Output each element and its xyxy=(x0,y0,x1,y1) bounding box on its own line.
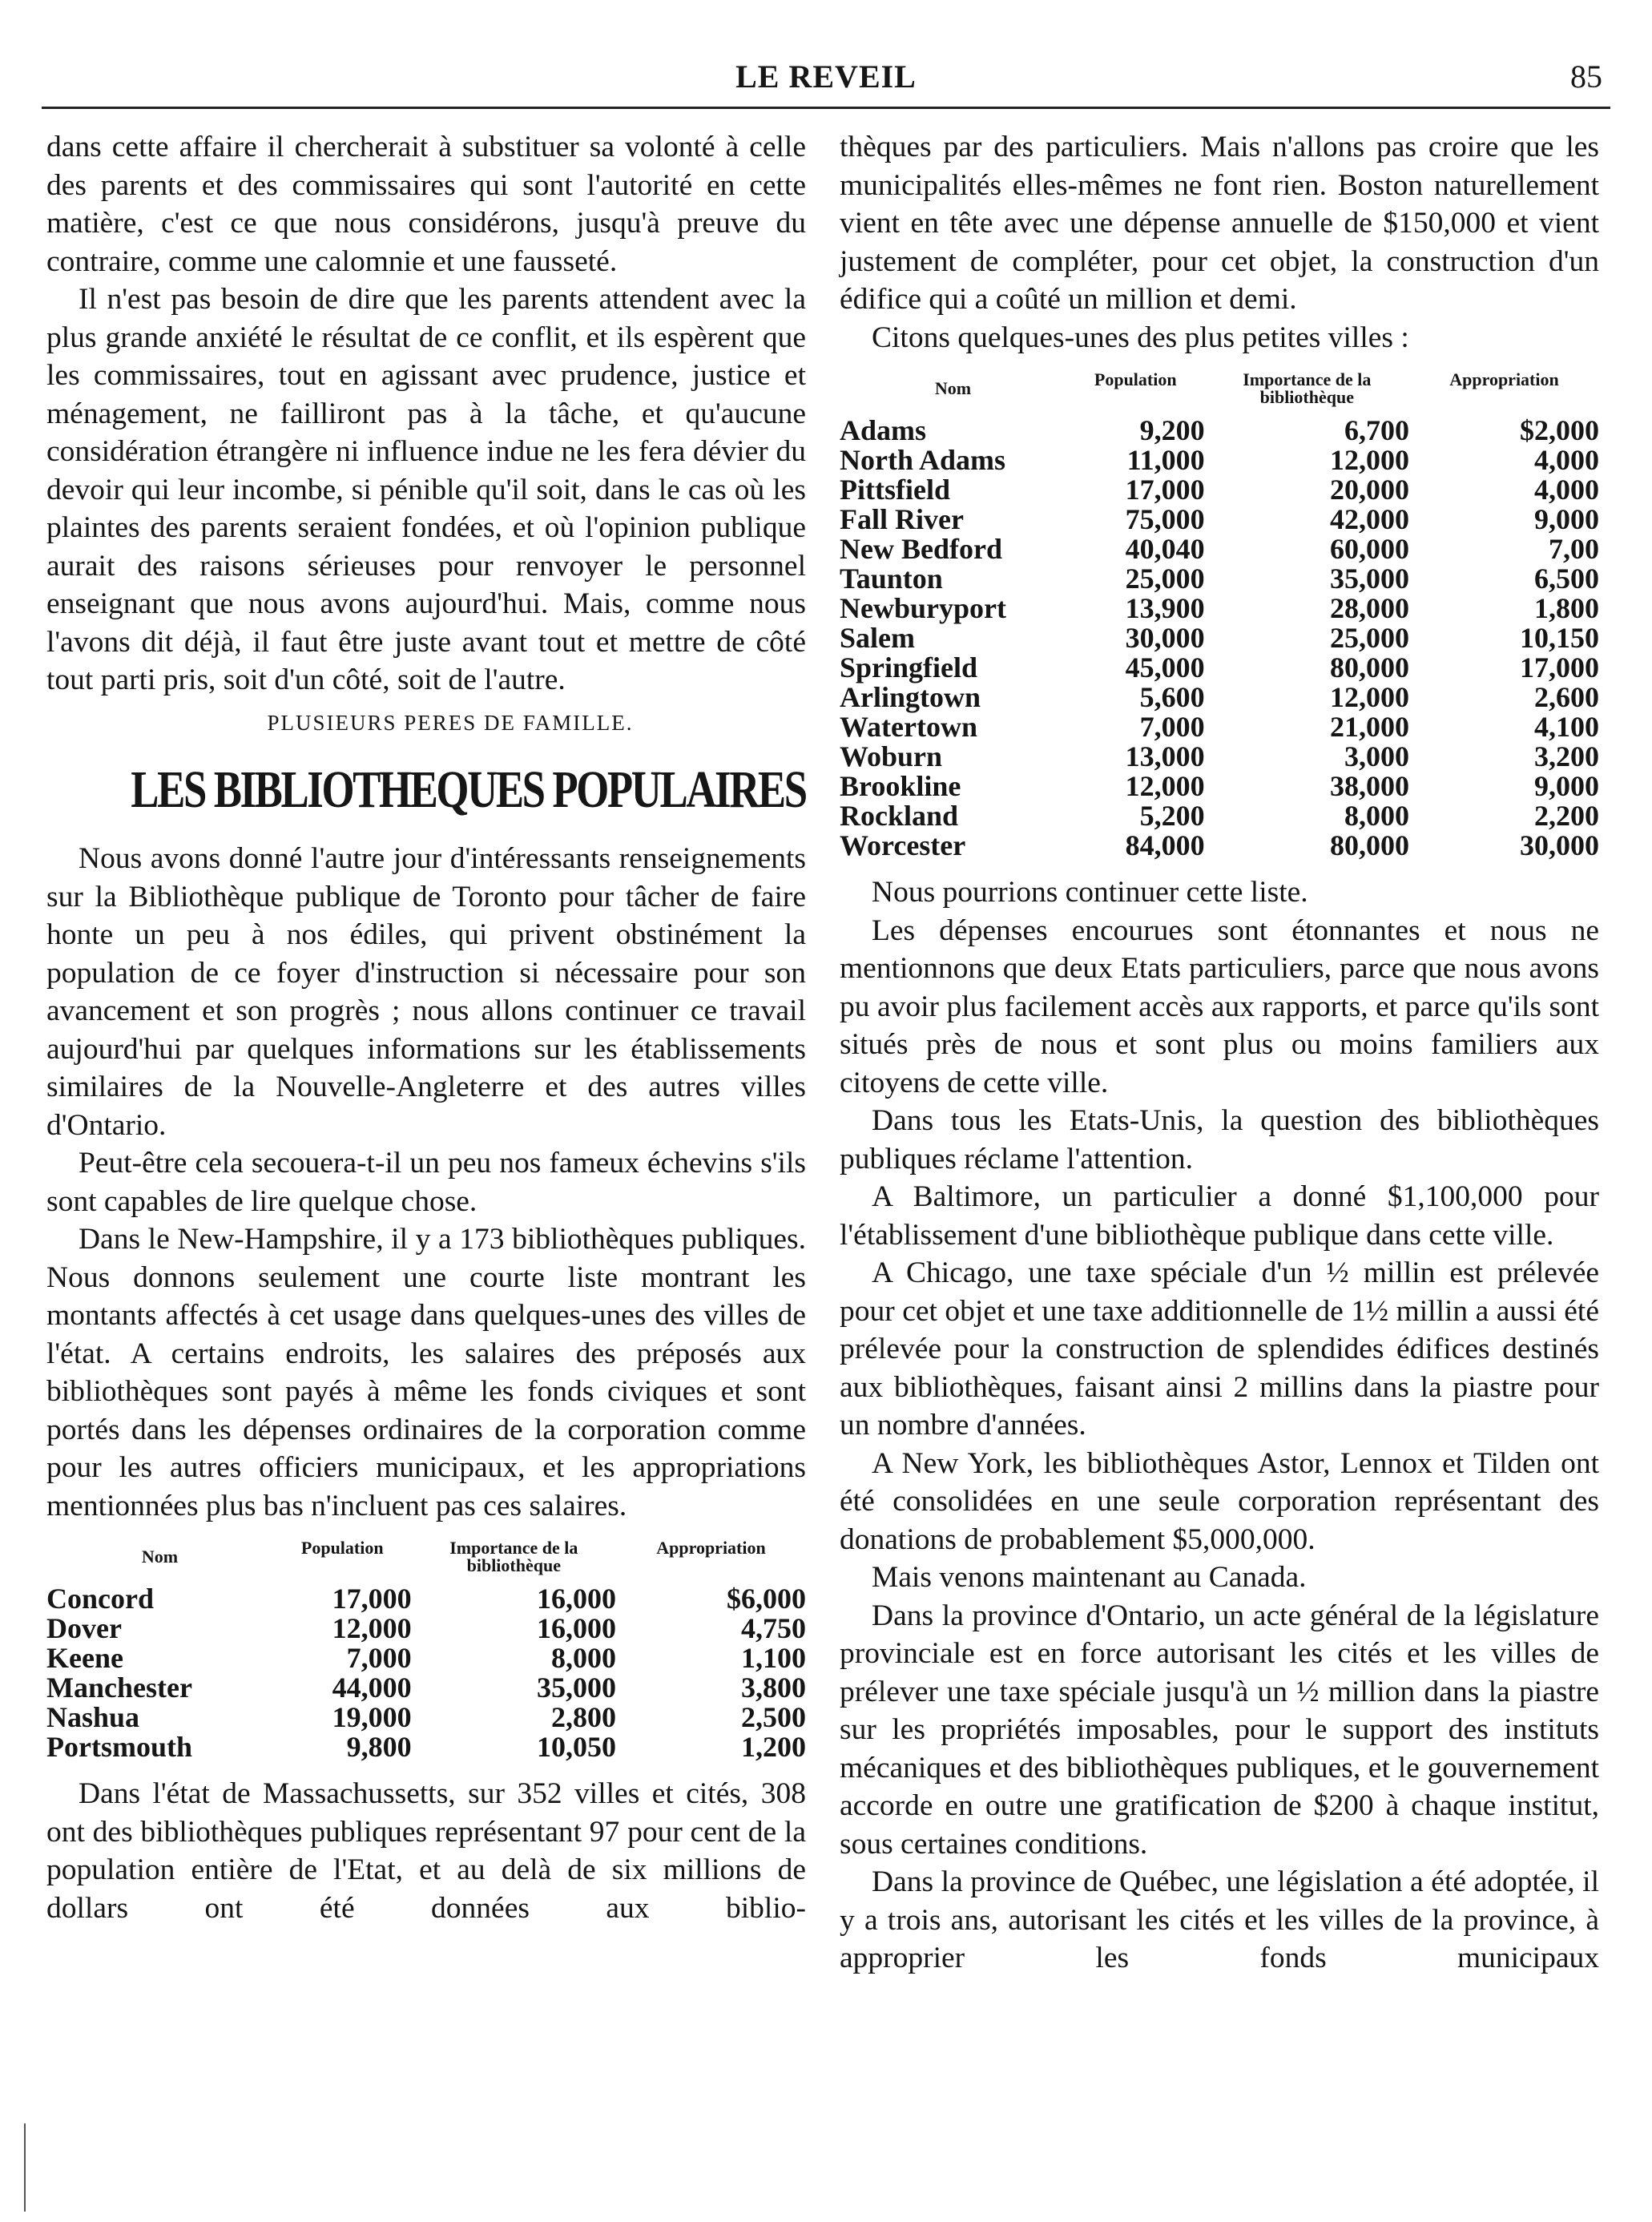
table-row xyxy=(840,564,1599,594)
library-size: 16,000 xyxy=(536,1612,616,1644)
header-rule xyxy=(42,107,1610,109)
town-name: Fall River xyxy=(840,503,964,535)
appropriation: 10,150 xyxy=(1520,622,1599,654)
town-name: Watertown xyxy=(840,711,977,743)
library-size: 16,000 xyxy=(536,1583,616,1615)
town-name: Adams xyxy=(840,414,927,446)
population: 40,040 xyxy=(1125,533,1205,565)
table-header-row xyxy=(840,371,1599,416)
appropriation: 4,750 xyxy=(741,1612,806,1644)
appropriation: 6,500 xyxy=(1534,563,1599,595)
town-name: Arlingtown xyxy=(840,681,981,713)
library-size: 12,000 xyxy=(1329,681,1409,713)
signature: PLUSIEURS PERES DE FAMILLE. xyxy=(267,710,634,735)
margin-mark xyxy=(24,2123,26,2212)
library-size: 25,000 xyxy=(1329,622,1409,654)
population: 7,000 xyxy=(346,1642,412,1674)
table-row xyxy=(46,1643,806,1673)
town-name: Springfield xyxy=(840,651,978,684)
table-row xyxy=(46,1673,806,1703)
table-row xyxy=(840,831,1599,861)
appropriation: 1,200 xyxy=(741,1731,806,1763)
library-size: 35,000 xyxy=(1329,563,1409,595)
population: 84,000 xyxy=(1125,829,1205,861)
library-size: 10,050 xyxy=(536,1731,616,1763)
population: 19,000 xyxy=(332,1701,412,1733)
table-row xyxy=(840,446,1599,475)
town-name: Worcester xyxy=(840,829,966,861)
table-row xyxy=(46,1584,806,1614)
appropriation: 2,500 xyxy=(741,1701,806,1733)
running-header-title: LE REVEIL xyxy=(735,58,917,95)
table-row xyxy=(840,801,1599,831)
paragraph: Nous pourrions continuer cette liste. xyxy=(872,876,1308,909)
town-name: Pittsfield xyxy=(840,474,950,506)
paragraph: thèques par des particuliers. Mais n'allons pas croire que les municipalités elles-mêmes ne font rien. Boston naturellement vient en tête avec une dépense annuelle de $150,000 et vient justement de compléter, pour cet objet, la construction d'un édifice qui a coûté un million et demi. xyxy=(840,131,1599,316)
library-size: 2,800 xyxy=(550,1701,616,1733)
appropriation: 17,000 xyxy=(1520,651,1599,684)
population: 44,000 xyxy=(332,1672,412,1704)
table-row xyxy=(840,475,1599,505)
column-header: Appropriation xyxy=(656,1538,766,1558)
article-headline-block xyxy=(46,758,806,822)
column-header: Nom xyxy=(934,378,972,398)
town-name: North Adams xyxy=(840,444,1006,476)
appropriation: 7,00 xyxy=(1549,533,1599,565)
library-size: 20,000 xyxy=(1329,474,1409,506)
population: 45,000 xyxy=(1125,651,1205,684)
town-name: Brookline xyxy=(840,770,961,802)
town-name: Manchester xyxy=(46,1672,192,1704)
library-size: 8,000 xyxy=(550,1642,616,1674)
appropriation: 4,000 xyxy=(1534,444,1599,476)
table-row xyxy=(840,742,1599,772)
column-header: Population xyxy=(300,1538,384,1558)
population: 17,000 xyxy=(332,1583,412,1615)
population: 12,000 xyxy=(1125,770,1205,802)
library-size: 35,000 xyxy=(536,1672,616,1704)
right-column xyxy=(840,128,1599,1978)
town-name: Woburn xyxy=(840,740,943,772)
appropriation: $2,000 xyxy=(1520,414,1599,446)
appropriation: $6,000 xyxy=(727,1583,806,1615)
population: 9,200 xyxy=(1139,414,1205,446)
table-row xyxy=(840,594,1599,623)
population: 75,000 xyxy=(1125,503,1205,535)
appropriation: 9,000 xyxy=(1534,503,1599,535)
population: 12,000 xyxy=(332,1612,412,1644)
population: 5,200 xyxy=(1139,800,1205,832)
paragraph: Les dépenses encourues sont étonnantes et nous ne mentionnons que deux Etats particuliers, parce que nous avons pu avoir plus facilement accès aux rapports, et parce qu'ils sont situés près de nous et sont plus ou moins familiers aux citoyens de cette ville. xyxy=(840,913,1599,1099)
appropriation: 4,100 xyxy=(1534,711,1599,743)
table-row xyxy=(840,683,1599,712)
appropriation: 30,000 xyxy=(1520,829,1599,861)
paragraph: Dans la province d'Ontario, un acte général de la législature provinciale est en force autorisant les cités et les villes de prélever une taxe spéciale jusqu'à un ½ million dans la piastre sur les propriétés imposables, pour le support des instituts mécaniques et des bibliothèques publiques, et le gouvernement accorde en outre une gratification de $200 à chaque institut, sous certaines conditions. xyxy=(840,1599,1599,1861)
population: 17,000 xyxy=(1125,474,1205,506)
library-size: 3,000 xyxy=(1344,740,1409,772)
library-size: 21,000 xyxy=(1329,711,1409,743)
town-name: Keene xyxy=(46,1642,123,1674)
paragraph: A Chicago, une taxe spéciale d'un ½ millin est prélevée pour cet objet et une taxe additionnelle de 1½ millin a aussi été prélevée pour la construction de splendides édifices destinés aux bibliothèques, faisant ainsi 2 millins dans la piastre pour un nombre d'années. xyxy=(840,1256,1599,1442)
appropriation: 2,600 xyxy=(1534,681,1599,713)
article-headline-text: LES BIBLIOTHEQUES POPULAIRES xyxy=(131,760,806,819)
library-size: 42,000 xyxy=(1329,503,1409,535)
paragraph: A Baltimore, un particulier a donné $1,100,000 pour l'établissement d'une bibliothèque publique dans cette ville. xyxy=(840,1180,1599,1252)
population: 5,600 xyxy=(1139,681,1205,713)
table-header-row xyxy=(46,1539,806,1584)
population: 25,000 xyxy=(1125,563,1205,595)
column-header: Importance de la bibliothèque xyxy=(449,1538,578,1575)
column-header: Importance de la bibliothèque xyxy=(1243,369,1372,407)
table-row xyxy=(840,772,1599,801)
town-name: New Bedford xyxy=(840,533,1002,565)
table-row xyxy=(840,623,1599,653)
town-name: Taunton xyxy=(840,563,943,595)
paragraph: Il n'est pas besoin de dire que les parents attendent avec la plus grande anxiété le résultat de ce conflit, et ils espèrent que les commissaires, tout en agissant avec prudence, justice et ménagement, ne failliront pas à la tâche, et qu'aucune considération étrangère ni influence indue ne les fera dévier du devoir qui leur incombe, si pénible qu'il soit, dans le cas où les plaintes des parents seraient fondées, et où l'opinion publique aurait des raisons sérieuses pour renvoyer le personnel enseignant que nous avons aujourd'hui. Mais, comme nous l'avons dit déjà, il faut être juste avant tout et mettre de côté tout parti pris, soit d'un côté, soit de l'autre. xyxy=(46,283,806,696)
population: 13,900 xyxy=(1125,592,1205,624)
appropriation: 1,100 xyxy=(741,1642,806,1674)
paragraph: Mais venons maintenant au Canada. xyxy=(872,1561,1307,1594)
town-name: Newburyport xyxy=(840,592,1006,624)
paragraph: Nous avons donné l'autre jour d'intéressants renseignements sur la Bibliothèque publique de Toronto pour tâcher de faire honte un peu à nos édiles, qui privent obstinément la population de ce foyer d'instruction si nécessaire pour son avancement et son progrès ; nous allons continuer ce travail aujourd'hui par quelques informations sur les établissements similaires de la Nouvelle-Angleterre et des autres villes d'Ontario. xyxy=(46,842,806,1142)
library-size: 38,000 xyxy=(1329,770,1409,802)
town-name: Salem xyxy=(840,622,915,654)
paragraph: Dans le New-Hampshire, il y a 173 bibliothèques publiques. Nous donnons seulement une courte liste montrant les montants affectés à cet usage dans quelques-unes des villes de l'état. A certains endroits, les salaires des préposés aux bibliothèques sont payés à même les fonds civiques et sont portés dans les dépenses ordinaires de la corporation comme pour les autres officiers municipaux, et les appropriations mentionnées plus bas n'incluent pas ces salaires. xyxy=(46,1223,806,1522)
column-header: Appropriation xyxy=(1449,369,1559,389)
appropriation: 4,000 xyxy=(1534,474,1599,506)
library-size: 60,000 xyxy=(1329,533,1409,565)
appropriation: 3,200 xyxy=(1534,740,1599,772)
table-row xyxy=(46,1703,806,1732)
library-size: 6,700 xyxy=(1344,414,1409,446)
paragraph: Dans l'état de Massachussetts, sur 352 villes et cités, 308 ont des bibliothèques publiques représentant 97 pour cent de la population entière de l'Etat, et au delà de six millions de dollars ont été données aux biblio- xyxy=(46,1777,806,1925)
table-row xyxy=(840,712,1599,742)
population: 7,000 xyxy=(1139,711,1205,743)
library-size: 28,000 xyxy=(1329,592,1409,624)
library-size: 80,000 xyxy=(1329,651,1409,684)
paragraph: dans cette affaire il chercherait à substituer sa volonté à celle des parents et des commissaires qui sont l'autorité en cette matière, c'est ce que nous considérons, jusqu'à preuve du contraire, comme une calomnie et une fausseté. xyxy=(46,131,806,278)
appropriation: 1,800 xyxy=(1534,592,1599,624)
column-header: Nom xyxy=(141,1547,179,1567)
paragraph: Peut-être cela secouera-t-il un peu nos fameux échevins s'ils sont capables de lire quelque chose. xyxy=(46,1147,806,1218)
population: 11,000 xyxy=(1126,444,1205,476)
page-number: 85 xyxy=(1570,58,1602,95)
appropriation: 3,800 xyxy=(741,1672,806,1704)
population: 9,800 xyxy=(346,1731,412,1763)
town-name: Portsmouth xyxy=(46,1731,192,1763)
paragraph: Citons quelques-unes des plus petites villes : xyxy=(872,321,1409,354)
table-row xyxy=(840,505,1599,534)
paragraph: A New York, les bibliothèques Astor, Lennox et Tilden ont été consolidées en une seule corporation représentant des donations de probablement $5,000,000. xyxy=(840,1446,1599,1556)
appropriation: 2,200 xyxy=(1534,800,1599,832)
left-column xyxy=(46,128,806,1927)
new-hampshire-table xyxy=(46,1539,806,1762)
town-name: Concord xyxy=(46,1583,154,1615)
paragraph: Dans la province de Québec, une législation a été adoptée, il y a trois ans, autorisant les cités et les villes de la province, à approprier les fonds municipaux xyxy=(840,1865,1599,1974)
library-size: 12,000 xyxy=(1329,444,1409,476)
population: 13,000 xyxy=(1125,740,1205,772)
table-row xyxy=(840,653,1599,683)
library-size: 8,000 xyxy=(1344,800,1409,832)
column-header: Population xyxy=(1094,369,1177,389)
population: 30,000 xyxy=(1125,622,1205,654)
town-name: Dover xyxy=(46,1612,122,1644)
appropriation: 9,000 xyxy=(1534,770,1599,802)
table-row xyxy=(840,534,1599,564)
massachusetts-table xyxy=(840,371,1599,861)
town-name: Rockland xyxy=(840,800,959,832)
table-row xyxy=(840,416,1599,446)
table-row xyxy=(46,1732,806,1762)
paragraph: Dans tous les Etats-Unis, la question des bibliothèques publiques réclame l'attention. xyxy=(840,1104,1599,1176)
table-row xyxy=(46,1614,806,1643)
article-headline xyxy=(46,758,806,822)
library-size: 80,000 xyxy=(1329,829,1409,861)
town-name: Nashua xyxy=(46,1701,140,1733)
